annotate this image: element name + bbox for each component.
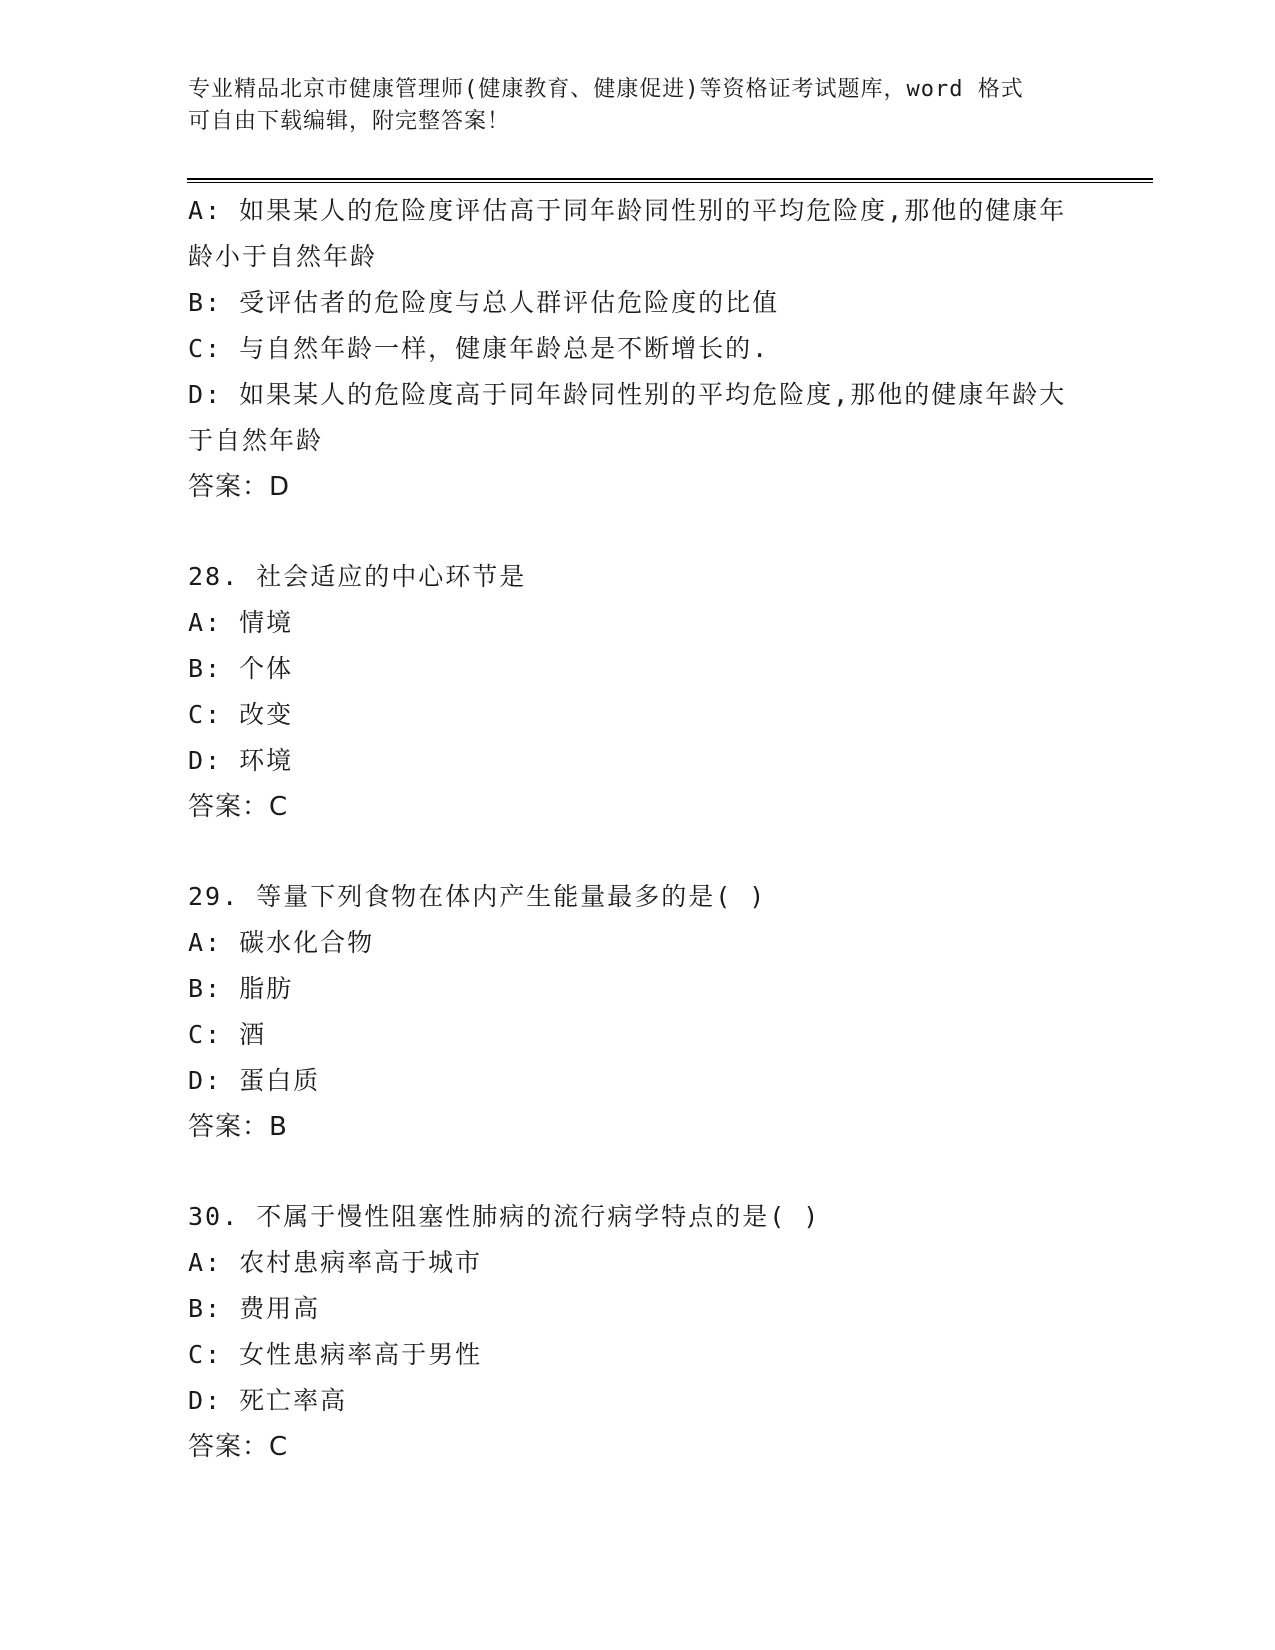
option-a: A: 农村患病率高于城市 [188,1248,483,1277]
answer: 答案：C [188,792,289,822]
question-29 [188,874,1088,1150]
question-list [188,188,1088,1470]
answer: 答案：B [188,1112,288,1142]
option-b: B: 脂肪 [188,974,294,1003]
option-b: B: 受评估者的危险度与总人群评估危险度的比值 [188,288,780,317]
question-27-continued [188,188,1088,510]
question-28 [188,554,1088,830]
option-d: D: 死亡率高 [188,1386,348,1415]
spacer [188,510,1088,554]
answer: 答案：D [188,472,291,502]
option-c: C: 酒 [188,1020,267,1049]
header-line-2: 可自由下载编辑，附完整答案！ [188,109,511,134]
header-divider [187,178,1153,183]
question-stem: 30. 不属于慢性阻塞性肺病的流行病学特点的是( ) [188,1202,821,1231]
spacer [188,1150,1088,1194]
option-a: A: 情境 [188,608,294,637]
question-stem: 28. 社会适应的中心环节是 [188,562,527,591]
option-d: D: 如果某人的危险度高于同年龄同性别的平均危险度,那他的健康年龄大于自然年龄 [188,380,1067,455]
header-line-1: 专业精品北京市健康管理师(健康教育、健康促进)等资格证考试题库，word 格式 [188,77,1024,102]
option-d: D: 蛋白质 [188,1066,321,1095]
page-header [188,74,1088,138]
option-c: C: 女性患病率高于男性 [188,1340,483,1369]
option-c: C: 改变 [188,700,294,729]
option-b: B: 费用高 [188,1294,321,1323]
option-a: A: 碳水化合物 [188,928,375,957]
option-a: A: 如果某人的危险度评估高于同年龄同性别的平均危险度,那他的健康年龄小于自然年龄 [188,196,1067,271]
spacer [188,830,1088,874]
question-stem: 29. 等量下列食物在体内产生能量最多的是( ) [188,882,767,911]
option-c: C: 与自然年龄一样，健康年龄总是不断增长的. [188,334,770,363]
option-d: D: 环境 [188,746,294,775]
option-b: B: 个体 [188,654,294,683]
answer: 答案：C [188,1432,289,1462]
question-30 [188,1194,1088,1470]
